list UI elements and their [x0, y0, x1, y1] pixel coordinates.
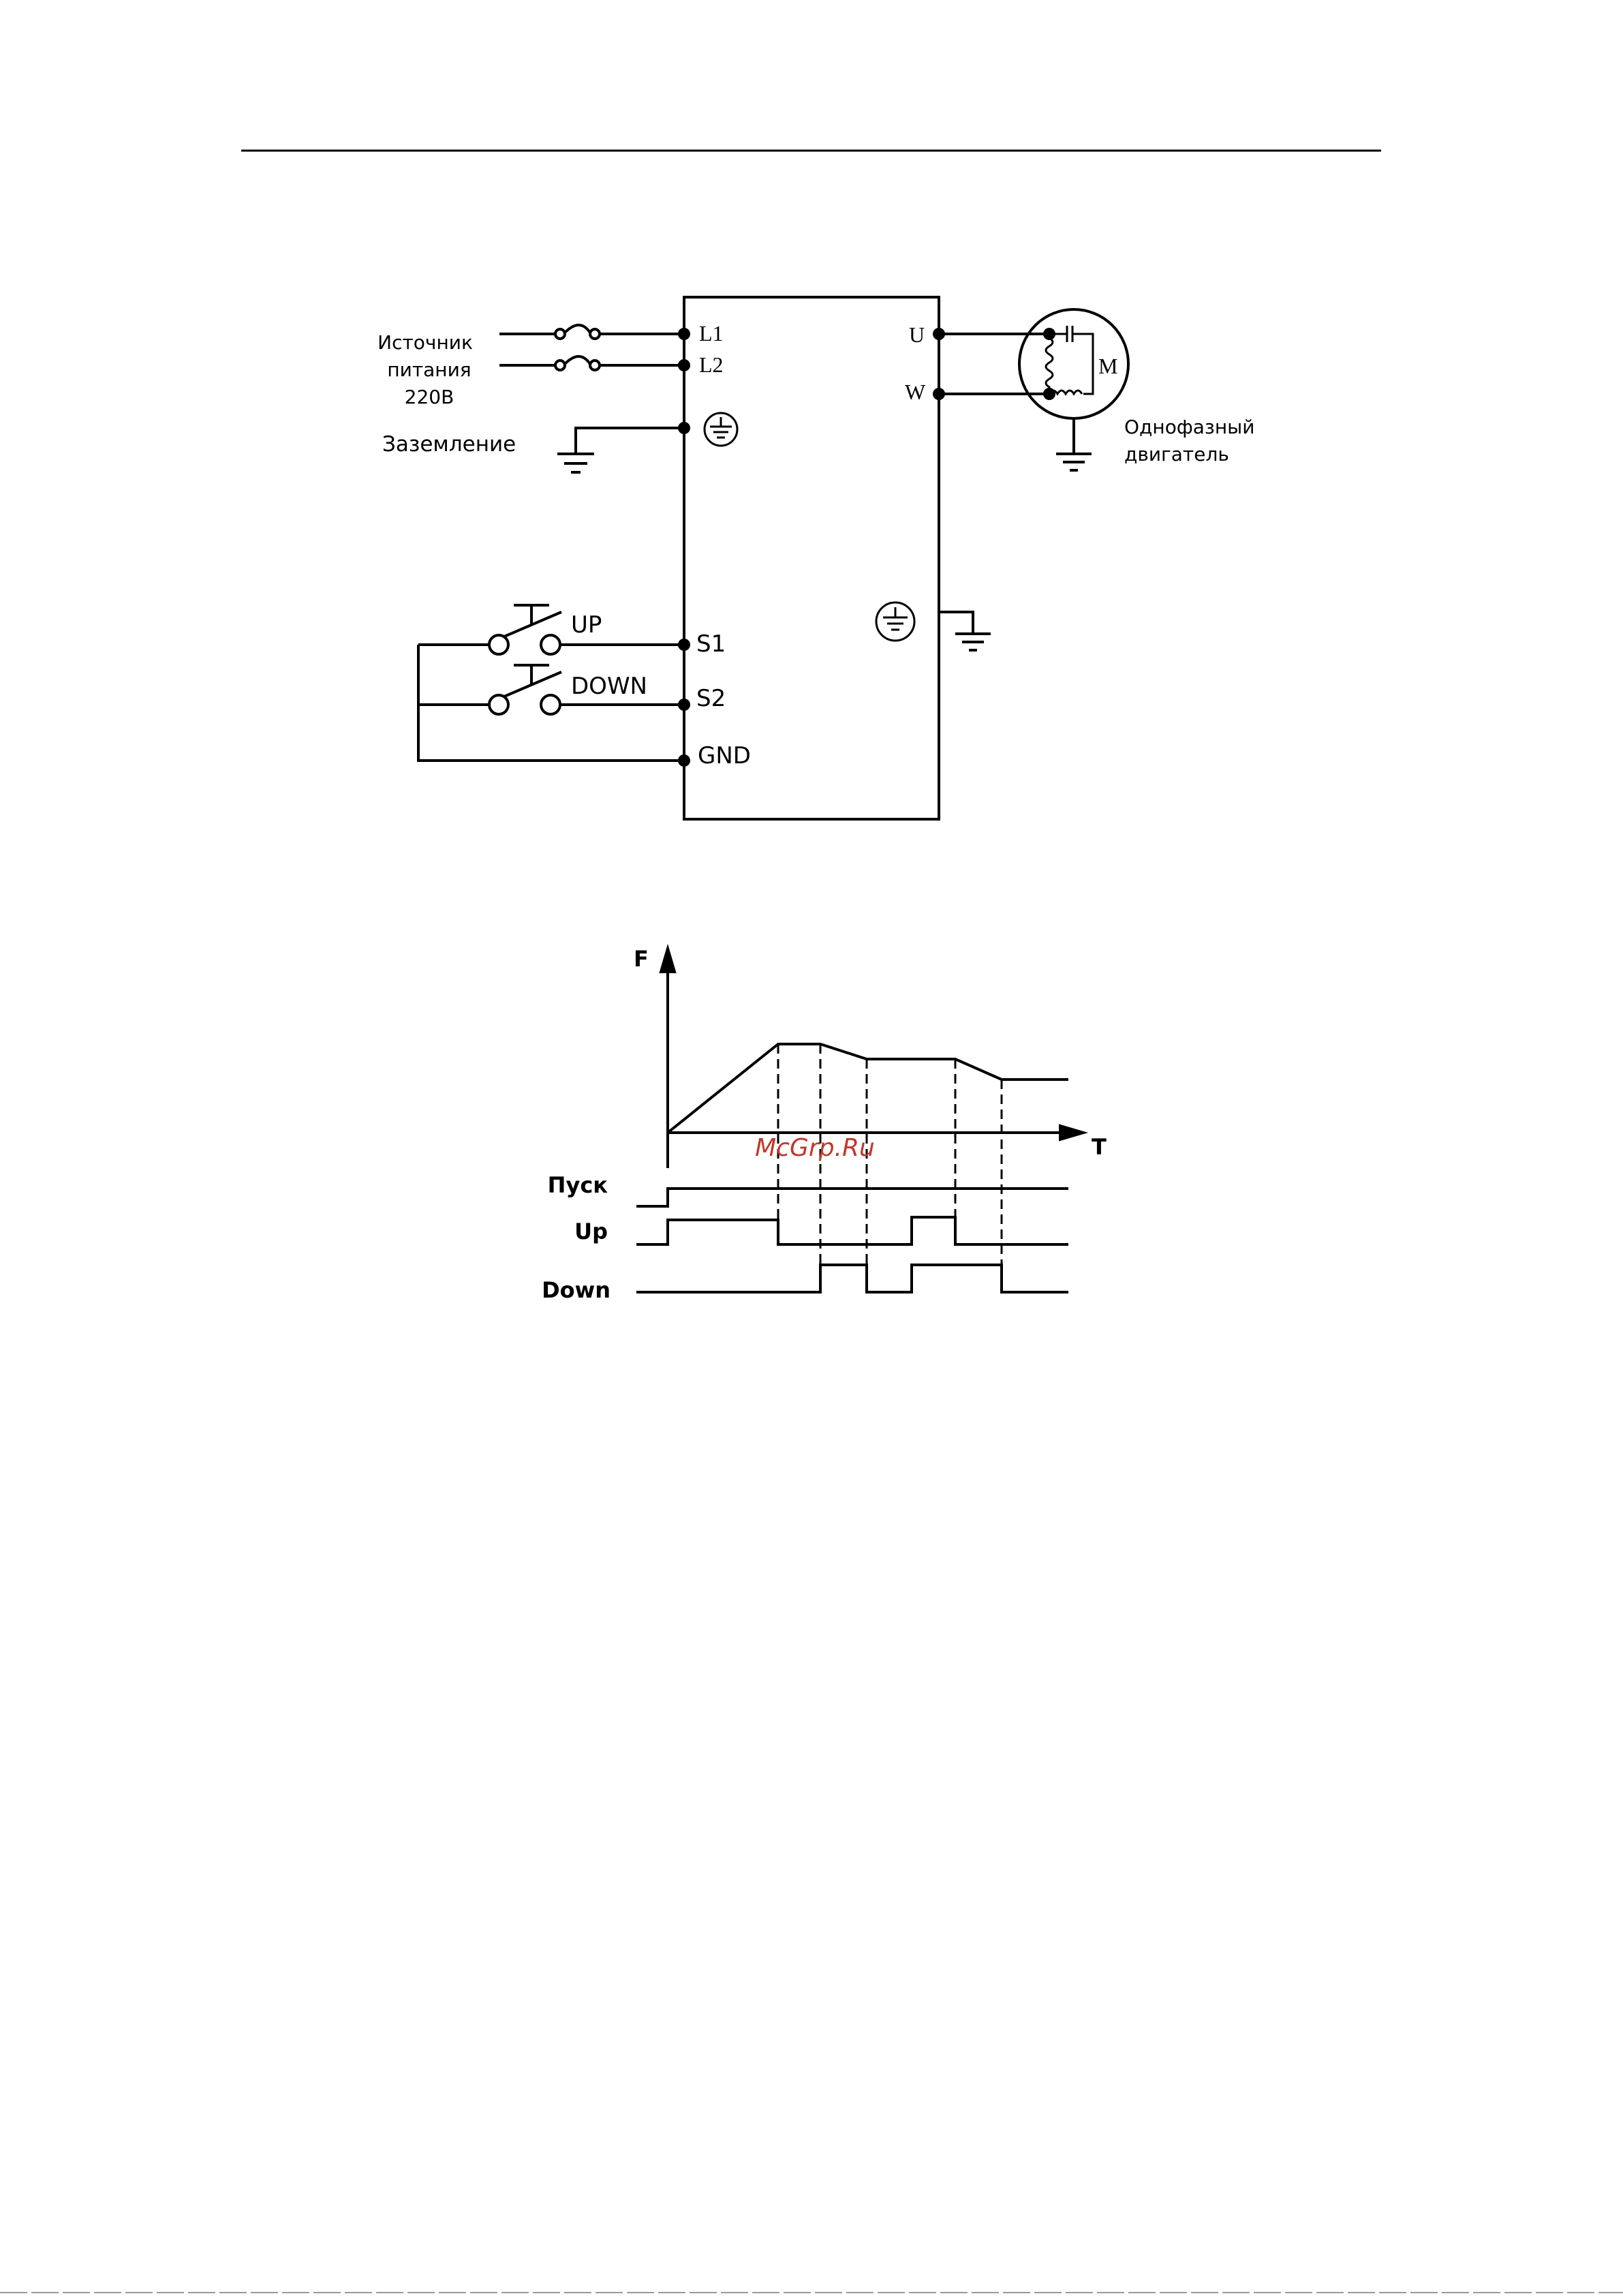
start-signal: [636, 1189, 1068, 1206]
fuse-l1: [499, 325, 684, 339]
switch-down-icon: [489, 665, 561, 714]
terminal-w: W: [905, 380, 926, 404]
power-source-line-3: 220В: [404, 386, 454, 408]
motor-label-line-1: Однофазный: [1124, 416, 1255, 438]
switch-up-icon: [489, 605, 561, 654]
motor-symbol: M: [1098, 354, 1118, 378]
start-signal-label: Пуск: [547, 1172, 608, 1198]
ground-label: Заземление: [382, 432, 516, 457]
terminal-gnd: GND: [698, 742, 751, 769]
t-axis-arrow-icon: [1060, 1126, 1083, 1139]
terminal-l1: L1: [699, 321, 724, 346]
terminal-s1: S1: [696, 630, 726, 658]
power-source-line-1: Источник: [377, 331, 473, 354]
wiring-diagram: [418, 297, 1128, 819]
earth-symbol-top-icon: [705, 413, 737, 446]
up-signal: [636, 1217, 1068, 1244]
timing-markers: [778, 1044, 1002, 1292]
ground-output: [939, 612, 991, 650]
control-wiring: [418, 640, 689, 765]
power-source-line-2: питания: [387, 358, 472, 381]
down-signal: [636, 1265, 1068, 1292]
terminal-dot-l2: [679, 361, 689, 370]
timing-labels: [542, 946, 1107, 1303]
frequency-curve: [668, 1044, 1068, 1133]
f-axis-label: F: [634, 946, 649, 972]
terminal-s2: S2: [696, 685, 726, 712]
ground-input: [557, 423, 689, 472]
up-signal-label: Up: [574, 1219, 608, 1244]
terminal-dot-l1: [679, 329, 689, 339]
terminal-l2: L2: [699, 352, 724, 377]
down-signal-label: Down: [542, 1277, 610, 1303]
motor-label-line-2: двигатель: [1124, 443, 1229, 465]
terminal-u: U: [909, 322, 925, 347]
t-axis-label: T: [1092, 1134, 1107, 1160]
timing-diagram: [636, 949, 1083, 1292]
f-axis-arrow-icon: [661, 949, 675, 972]
fuse-l2: [499, 356, 684, 370]
watermark: McGrp.Ru: [755, 1134, 875, 1162]
earth-symbol-box-icon: [876, 602, 914, 641]
switch-down-label: DOWN: [571, 673, 647, 700]
switch-up-label: UP: [571, 611, 602, 639]
